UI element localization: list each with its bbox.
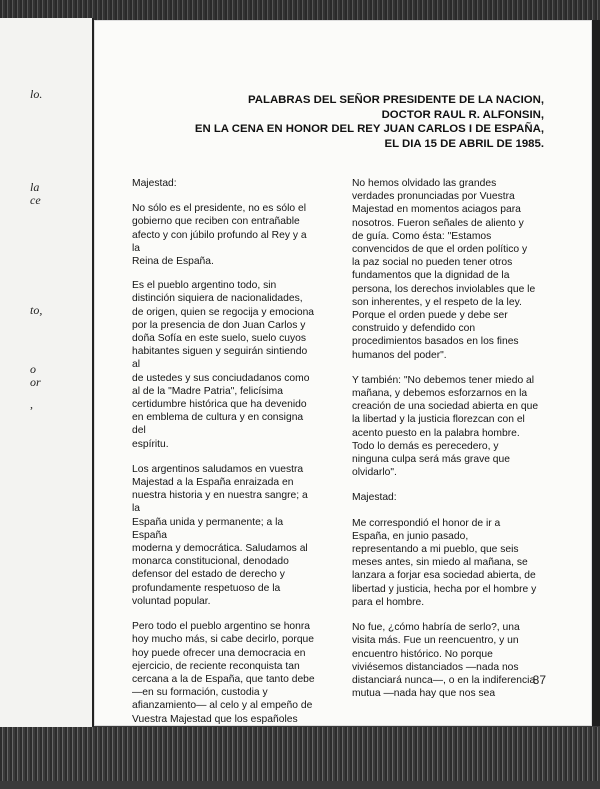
paragraph: No fue, ¿cómo habría de serlo?, una visita más. Fue un reencuentro, y un encuentro histórico. No porque viviésemos distanciados —nada nos distanciará nunca—, o en la indiferencia mutua —nada hay que nos sea xyxy=(352,622,536,700)
facing-page-edge xyxy=(0,18,94,730)
facing-page-fragment: ce xyxy=(30,193,41,207)
facing-page-fragment: lo. xyxy=(30,87,43,101)
scan-right-edge xyxy=(592,20,600,726)
text-column-right xyxy=(352,177,542,710)
salutation: Majestad: xyxy=(132,178,177,189)
facing-page-fragment: or xyxy=(30,375,41,389)
paragraph: Es el pueblo argentino todo, sin distinción siquiera de nacionalidades, de origen, quien se regocija y emociona por la presencia de don Juan Carlos y doña Sofía en este suelo, suelo cuyos habitantes siguen y seguirán sintiendo al de ustedes y sus conciudadanos como al de la "Madre Patria", felicísima certidumbre histórica que ha devenido en emblema de cultura y en consigna del espíritu. xyxy=(132,280,315,450)
paragraph: Me correspondió el honor de ir a España, en junio pasado, representando a mi pueblo, que seis meses antes, sin miedo al mañana, se lanzara a forjar esa sociedad abierta, de libertad y justicia, hecha por el hombre y para el hombre. xyxy=(352,517,537,608)
paragraph: Los argentinos saludamos en vuestra Majestad a la España enraizada en nuestra historia y en nuestra sangre; a la España unida y permanente; a la España moderna y democrática. Saludamos al monarca constitucional, denodado defensor del estado de derecho y profundamente respetuoso de la voluntad popular. xyxy=(132,463,308,607)
heading-line: EL DIA 15 DE ABRIL DE 1985. xyxy=(384,137,544,150)
speech-heading xyxy=(114,93,544,151)
paragraph: No sólo es el presidente, no es sólo el gobierno que reciben con entrañable afecto y con júbilo profundo al Rey y a la Reina de España. xyxy=(132,203,307,268)
heading-line: EN LA CENA EN HONOR DEL REY JUAN CARLOS I DE ESPAÑA, xyxy=(194,123,544,135)
page-number: 87 xyxy=(532,673,546,687)
scan-bottom-border xyxy=(0,727,600,781)
facing-page-fragment: o xyxy=(30,362,36,376)
paragraph: Pero todo el pueblo argentino se honra hoy mucho más, si cabe decirlo, porque hoy puede ofrecer una democracia en ejercicio, de reciente reconquista tan cercana a la de España, que tanto debe —en su formación, custodia y afianzamiento— al celo y al empeño de Vuestra Majestad que los españoles xyxy=(132,621,315,725)
facing-page-fragment: la xyxy=(30,180,40,194)
text-column-left xyxy=(132,177,315,789)
paragraph: No hemos olvidado las grandes verdades pronunciadas por Vuestra Majestad en momentos aciagos para nosotros. Fueron señales de aliento y de guía. Como ésta: "Estamos convencidos de que el orden político y la paz social no pueden tener otros fundamentos que la dignidad de la persona, los derechos inviolables que le son inherentes, y el respeto de la ley. Porque el orden puede y debe ser construido y defendido con procedimientos basados en los fines humanos del poder". xyxy=(352,178,536,361)
facing-page-fragment: , xyxy=(30,397,33,411)
salutation: Majestad: xyxy=(352,492,397,504)
facing-page-fragment: to, xyxy=(30,303,43,317)
heading-line: DOCTOR RAUL R. ALFONSIN, xyxy=(381,108,544,121)
document-page xyxy=(94,20,592,726)
heading-line: PALABRAS DEL SEÑOR PRESIDENTE DE LA NACION, xyxy=(248,94,544,106)
paragraph: Y también: "No debemos tener miedo al mañana, y debemos esforzarnos en la creación de una sociedad abierta en que la libertad y la justicia florezcan con el acento puesto en la palabra hombre. Todo lo demás es perecedero, y ninguna culpa será más grave que olvidarlo". xyxy=(352,374,539,479)
